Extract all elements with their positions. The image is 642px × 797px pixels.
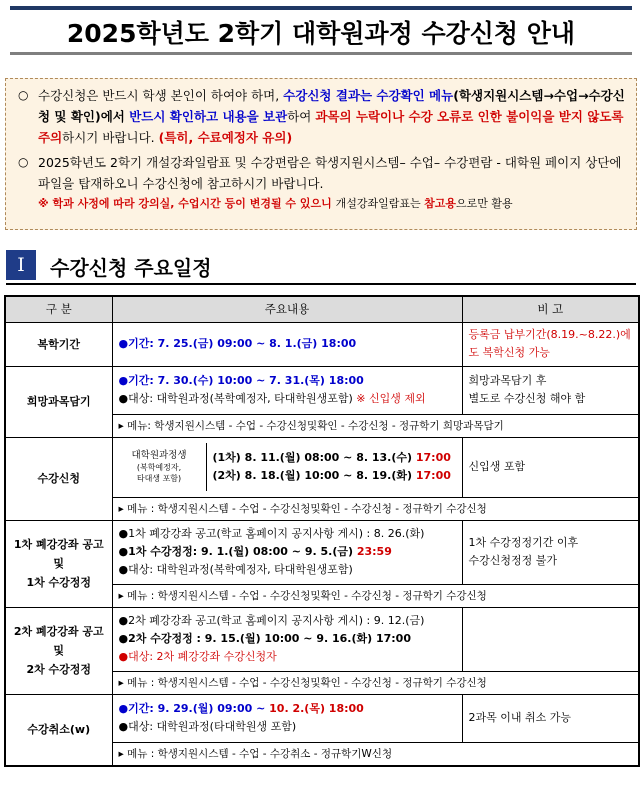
row-content bbox=[112, 437, 462, 497]
table-header-row bbox=[5, 296, 639, 322]
table-row bbox=[5, 366, 639, 414]
registration-periods: (1차) 8. 11.(월) 08:00 ~ 8. 13.(수) 17:00 (2차) 8. 18.(월) 10:00 ~ 8. 19.(화) 17:00 bbox=[212, 451, 451, 482]
row-remark: 1차 수강정정기간 이후 수강신청정정 불가 bbox=[462, 520, 639, 584]
section-number: I bbox=[6, 250, 36, 280]
circle-bullet-icon: ○ bbox=[18, 88, 29, 102]
table-row bbox=[5, 520, 639, 584]
row-remark: 신입생 포함 bbox=[462, 437, 639, 497]
row-category: 1차 폐강강좌 공고 및 1차 수강정정 bbox=[5, 520, 112, 607]
row-remark: 등록금 납부기간(8.19.~8.22.)에도 복학신청 가능 bbox=[462, 322, 639, 366]
page-title: 2025학년도 2학기 대학원과정 수강신청 안내 bbox=[66, 19, 576, 48]
circle-bullet-icon: ○ bbox=[18, 155, 29, 169]
row-category: 2차 폐강강좌 공고 및 2차 수강정정 bbox=[5, 607, 112, 694]
header-content: 주요내용 bbox=[112, 296, 462, 322]
row-remark: 2과목 이내 취소 가능 bbox=[462, 694, 639, 742]
notice-item-1: ○ 수강신청은 반드시 학생 본인이 하여야 하며, 수강신청 결과는 수강확인 메뉴(학생지원시스템→수업→수강신청 및 확인)에서 반드시 확인하고 내용을 보관하여 과목의 누락이나 수강 오류로 인한 불이익을 받지 않도록 주의하시기 바랍니다. (특히, 수료예정자 유의) bbox=[16, 85, 628, 148]
title-top-rule bbox=[10, 6, 632, 10]
row-menu-path: ▸ 메뉴 : 학생지원시스템 - 수업 - 수강신청및확인 - 수강신청 - 정규학기 수강신청 bbox=[112, 497, 639, 520]
section-heading bbox=[6, 250, 636, 280]
target-group: 대학원과정생 (복학예정자, 타대생 포함) bbox=[113, 443, 207, 491]
table-row bbox=[5, 607, 639, 671]
row-remark: 희망과목담기 후 별도로 수강신청 해야 함 bbox=[462, 366, 639, 414]
row-content: ●2차 폐강강좌 공고(학교 홈페이지 공지사항 게시) : 9. 12.(금) ●2차 수강정정 : 9. 15.(월) 10:00 ~ 9. 16.(화) 17:00 ●대상: 2차 폐강강좌 수강신청자 bbox=[112, 607, 462, 671]
header-remark: 비 고 bbox=[462, 296, 639, 322]
schedule-table bbox=[4, 295, 640, 767]
row-content: ●1차 폐강강좌 공고(학교 홈페이지 공지사항 게시) : 8. 26.(화) ●1차 수강정정: 9. 1.(월) 08:00 ~ 9. 5.(금) 23:59 ●대상: 대학원과정(복학예정자, 타대학원생포함) bbox=[112, 520, 462, 584]
notice-footnote: ※ 학과 사정에 따라 강의실, 수업시간 등이 변경될 수 있으니 개설강좌일람표는 참고용으로만 활용 bbox=[38, 197, 513, 210]
title-bottom-rule bbox=[10, 52, 632, 55]
row-content: ●기간: 7. 25.(금) 09:00 ~ 8. 1.(금) 18:00 bbox=[112, 322, 462, 366]
header-category: 구 분 bbox=[5, 296, 112, 322]
row-menu-path: ▸ 메뉴 : 학생지원시스템 - 수업 - 수강취소 - 정규학기W신청 bbox=[112, 742, 639, 766]
row-menu-path: ▸ 메뉴 : 학생지원시스템 - 수업 - 수강신청및확인 - 수강신청 - 정규학기 수강신청 bbox=[112, 584, 639, 607]
row-content: ●기간: 7. 30.(수) 10:00 ~ 7. 31.(목) 18:00 ●대상: 대학원과정(복학예정자, 타대학원생포함) ※ 신입생 제외 bbox=[112, 366, 462, 414]
row-remark bbox=[462, 607, 639, 671]
title-block bbox=[10, 6, 632, 56]
table-row bbox=[5, 437, 639, 497]
row-category: 수강신청 bbox=[5, 437, 112, 520]
row-content: ●기간: 9. 29.(월) 09:00 ~ 10. 2.(목) 18:00 ●대상: 대학원과정(타대학원생 포함) bbox=[112, 694, 462, 742]
section-title: 수강신청 주요일정 bbox=[50, 256, 212, 280]
notice-box bbox=[5, 78, 637, 230]
row-menu-path: ▸ 메뉴: 학생지원시스템 - 수업 - 수강신청및확인 - 수강신청 - 정규학기 희망과목담기 bbox=[112, 414, 639, 437]
row-category: 수강취소(w) bbox=[5, 694, 112, 766]
section-rule bbox=[6, 283, 636, 285]
row-menu-path: ▸ 메뉴 : 학생지원시스템 - 수업 - 수강신청및확인 - 수강신청 - 정규학기 수강신청 bbox=[112, 671, 639, 694]
row-category: 복학기간 bbox=[5, 322, 112, 366]
row-category: 희망과목담기 bbox=[5, 366, 112, 437]
table-row bbox=[5, 694, 639, 742]
notice-item-2: ○ 2025학년도 2학기 개설강좌일람표 및 수강편람은 학생지원시스템– 수업– 수강편람 - 대학원 페이지 상단에 파일을 탑재하오니 수강신청에 참고하시기 바랍니다. bbox=[16, 152, 628, 194]
table-row bbox=[5, 322, 639, 366]
